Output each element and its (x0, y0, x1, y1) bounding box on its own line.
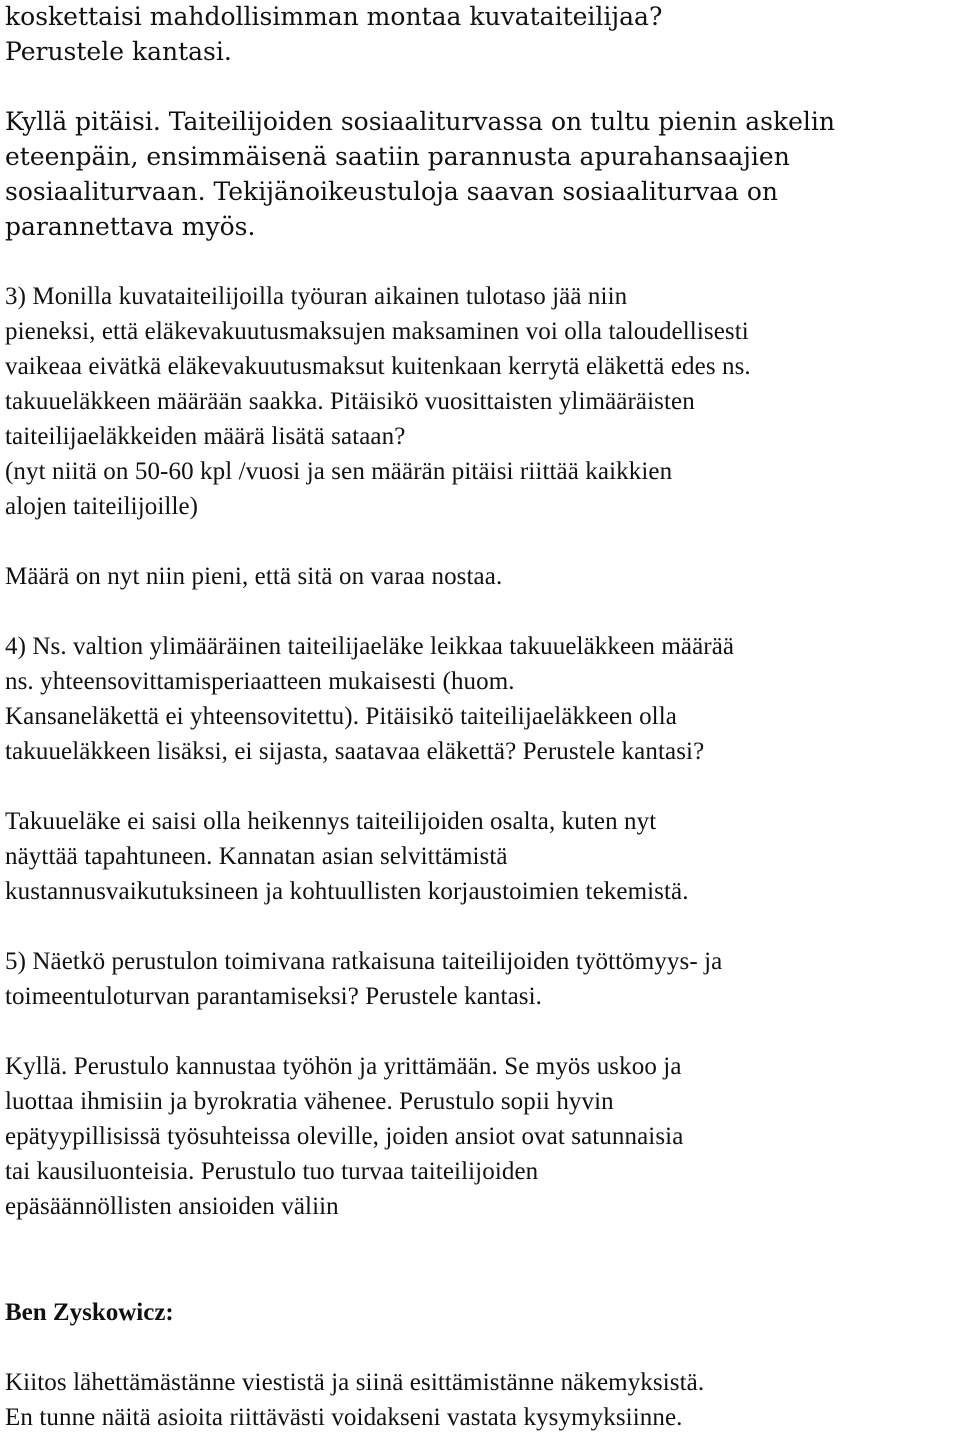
text-line: alojen taiteilijoille) (5, 493, 199, 520)
spacer (5, 1330, 953, 1365)
text-line: 5) Näetkö perustulon toimivana ratkaisuna taiteilijoiden työttömyys- ja (5, 948, 723, 975)
paragraph-reply (5, 1365, 953, 1435)
text-line: kustannusvaikutuksineen ja kohtuullisten korjaustoimien tekemistä. (5, 878, 689, 905)
text-line: Kyllä pitäisi. Taiteilijoiden sosiaaliturvassa on tultu pienin askelin (5, 107, 836, 136)
spacer (5, 69, 953, 104)
text-line: parannettava myös. (5, 212, 256, 241)
text-line: Takuueläke ei saisi olla heikennys taiteilijoiden osalta, kuten nyt (5, 808, 657, 835)
text-line: Kansaneläkettä ei yhteensovitettu). Pitäisikö taiteilijaeläkkeen olla (5, 703, 677, 730)
text-line: vaikeaa eivätkä eläkevakuutusmaksut kuitenkaan kerrytä eläkettä edes ns. (5, 353, 751, 380)
text-line: takuueläkkeen määrään saakka. Pitäisikö vuosittaisten ylimääräisten (5, 388, 695, 415)
text-line: eteenpäin, ensimmäisenä saatiin parannusta apurahansaajien (5, 142, 790, 171)
text-line: 3) Monilla kuvataiteilijoilla työuran aikainen tulotaso jää niin (5, 283, 628, 310)
text-line: 4) Ns. valtion ylimääräinen taiteilijaeläke leikkaa takuueläkkeen määrää (5, 633, 735, 660)
spacer (5, 1014, 953, 1049)
paragraph-answer-3 (5, 559, 953, 594)
paragraph-question-3 (5, 279, 953, 524)
spacer (5, 1224, 953, 1295)
text-line: En tunne näitä asioita riittävästi voidakseni vastata kysymyksiinne. (5, 1404, 683, 1431)
text-line: koskettaisi mahdollisimman montaa kuvataiteilijaa? (5, 2, 663, 31)
spacer (5, 594, 953, 629)
text-line: sosiaaliturvaan. Tekijänoikeustuloja saavan sosiaaliturvaa on (5, 177, 779, 206)
document-page (5, 0, 953, 1435)
text-line: pieneksi, että eläkevakuutusmaksujen maksaminen voi olla taloudellisesti (5, 318, 749, 345)
speaker-heading (5, 1295, 953, 1330)
text-line: toimeentuloturvan parantamiseksi? Perustele kantasi. (5, 983, 542, 1010)
speaker-name: Ben Zyskowicz: (5, 1299, 174, 1326)
paragraph-question-end (5, 0, 953, 69)
text-line: ns. yhteensovittamisperiaatteen mukaisesti (huom. (5, 668, 515, 695)
spacer (5, 769, 953, 804)
paragraph-answer-1 (5, 104, 953, 244)
text-line: Perustele kantasi. (5, 37, 232, 66)
text-line: Kyllä. Perustulo kannustaa työhön ja yrittämään. Se myös uskoo ja (5, 1053, 682, 1080)
text-line: epätyypillisissä työsuhteissa oleville, joiden ansiot ovat satunnaisia (5, 1123, 684, 1150)
text-line: luottaa ihmisiin ja byrokratia vähenee. Perustulo sopii hyvin (5, 1088, 614, 1115)
text-line: epäsäännöllisten ansioiden väliin (5, 1193, 339, 1220)
text-line: näyttää tapahtuneen. Kannatan asian selvittämistä (5, 843, 508, 870)
text-line: tai kausiluonteisia. Perustulo tuo turvaa taiteilijoiden (5, 1158, 539, 1185)
text-line: Kiitos lähettämästänne viestistä ja siinä esittämistänne näkemyksistä. (5, 1369, 705, 1396)
paragraph-answer-5 (5, 1049, 953, 1224)
spacer (5, 244, 953, 279)
text-line: (nyt niitä on 50-60 kpl /vuosi ja sen määrän pitäisi riittää kaikkien (5, 458, 673, 485)
paragraph-answer-4 (5, 804, 953, 909)
text-line: Määrä on nyt niin pieni, että sitä on varaa nostaa. (5, 563, 503, 590)
text-line: takuueläkkeen lisäksi, ei sijasta, saatavaa eläkettä? Perustele kantasi? (5, 738, 705, 765)
spacer (5, 909, 953, 944)
paragraph-question-5 (5, 944, 953, 1014)
spacer (5, 524, 953, 559)
paragraph-question-4 (5, 629, 953, 769)
text-line: taiteilijaeläkkeiden määrä lisätä sataan? (5, 423, 406, 450)
